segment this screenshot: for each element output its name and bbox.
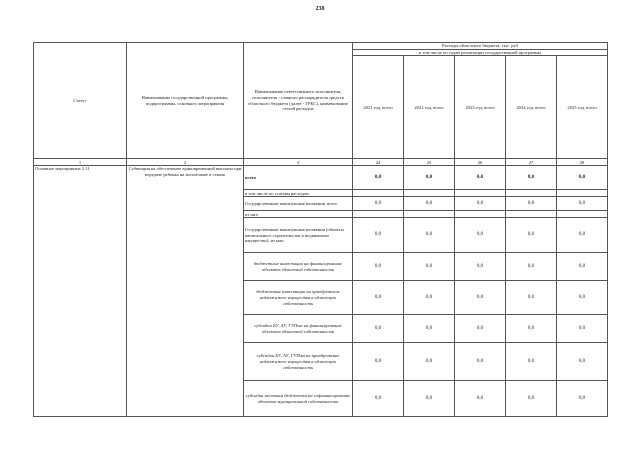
value-cell: 0,0 bbox=[506, 218, 557, 253]
value-cell: 0,0 bbox=[353, 315, 404, 343]
value-cell bbox=[506, 211, 557, 218]
value-cell: 0,0 bbox=[455, 218, 506, 253]
header-executor: Наименование ответственного исполнителя, исполнителя - главного распорядителя средств областного бюджета (далее - ГРБС), наименование статей расходов bbox=[244, 43, 353, 159]
value-cell: 0,0 bbox=[557, 166, 608, 190]
row-label: в том числе по статьям расходов: bbox=[244, 190, 353, 197]
column-number: 26 bbox=[455, 159, 506, 166]
value-cell: 0,0 bbox=[455, 197, 506, 211]
value-cell: 0,0 bbox=[506, 166, 557, 190]
header-year-2022: 2022 год, всего bbox=[404, 56, 455, 159]
value-cell: 0,0 bbox=[455, 281, 506, 315]
value-cell: 0,0 bbox=[506, 281, 557, 315]
value-cell: 0,0 bbox=[557, 381, 608, 417]
row-label: бюджетные инвестиции на финансирование объектов областной собственности bbox=[244, 253, 353, 281]
status-cell: Основное мероприятие 2.11 bbox=[34, 166, 127, 417]
value-cell bbox=[404, 190, 455, 197]
row-label: субсидии БУ, АУ, ГУПам на финансирование объектов областной собственности bbox=[244, 315, 353, 343]
header-year-2021: 2021 год, всего bbox=[353, 56, 404, 159]
value-cell: 0,0 bbox=[353, 197, 404, 211]
row-label: из них: bbox=[244, 211, 353, 218]
value-cell bbox=[353, 211, 404, 218]
value-cell: 0,0 bbox=[353, 381, 404, 417]
column-number: 28 bbox=[557, 159, 608, 166]
column-number: 3 bbox=[244, 159, 353, 166]
column-number: 27 bbox=[506, 159, 557, 166]
value-cell: 0,0 bbox=[353, 281, 404, 315]
column-numbers-row bbox=[34, 159, 608, 166]
value-cell: 0,0 bbox=[455, 253, 506, 281]
value-cell bbox=[455, 190, 506, 197]
value-cell: 0,0 bbox=[557, 343, 608, 381]
value-cell: 0,0 bbox=[353, 218, 404, 253]
row-label: Государственные капитальные вложения (объекты капитального строительства в недвижимое имущество), из них: bbox=[244, 218, 353, 253]
value-cell: 0,0 bbox=[404, 281, 455, 315]
value-cell: 0,0 bbox=[506, 315, 557, 343]
header-year-2023: 2023 год, всего bbox=[455, 56, 506, 159]
row-label: субсидии местным бюджетам на софинансирование объектов муниципальной собственности bbox=[244, 381, 353, 417]
header-year-2025: 2025 год, всего bbox=[557, 56, 608, 159]
value-cell: 0,0 bbox=[557, 197, 608, 211]
header-expenses: Расходы областного бюджета, тыс. руб bbox=[353, 43, 608, 50]
value-cell bbox=[455, 211, 506, 218]
header-status: Статус bbox=[34, 43, 127, 159]
value-cell bbox=[353, 190, 404, 197]
header-year-2024: 2024 год, всего bbox=[506, 56, 557, 159]
row-label: субсидии БУ, АУ, ГУПам на приобретение недвижимого имущества в областную собственность bbox=[244, 343, 353, 381]
column-number: 2 bbox=[127, 159, 244, 166]
value-cell: 0,0 bbox=[353, 166, 404, 190]
value-cell: 0,0 bbox=[506, 343, 557, 381]
value-cell: 0,0 bbox=[404, 315, 455, 343]
value-cell: 0,0 bbox=[455, 343, 506, 381]
value-cell: 0,0 bbox=[404, 218, 455, 253]
value-cell: 0,0 bbox=[557, 218, 608, 253]
value-cell: 0,0 bbox=[404, 381, 455, 417]
header-program-name: Наименование государственной программы, подпрограммы, основного мероприятия bbox=[127, 43, 244, 159]
measure-cell: Субвенция на обеспечение единовременной выплаты при передаче ребенка на воспитание в семью bbox=[127, 166, 244, 417]
budget-table bbox=[33, 42, 608, 417]
value-cell: 0,0 bbox=[557, 281, 608, 315]
value-cell: 0,0 bbox=[353, 253, 404, 281]
value-cell: 0,0 bbox=[506, 381, 557, 417]
value-cell bbox=[557, 190, 608, 197]
value-cell: 0,0 bbox=[455, 381, 506, 417]
value-cell bbox=[506, 190, 557, 197]
value-cell: 0,0 bbox=[455, 315, 506, 343]
header-by-years: в том числе по годам реализации государственной программы bbox=[353, 49, 608, 56]
value-cell: 0,0 bbox=[506, 253, 557, 281]
value-cell: 0,0 bbox=[404, 166, 455, 190]
row-label: бюджетные инвестиции на приобретение недвижимого имущества в областную собственность bbox=[244, 281, 353, 315]
row-label: всего bbox=[244, 166, 353, 190]
value-cell: 0,0 bbox=[455, 166, 506, 190]
table-row bbox=[34, 166, 608, 190]
value-cell: 0,0 bbox=[404, 253, 455, 281]
column-number: 24 bbox=[353, 159, 404, 166]
value-cell: 0,0 bbox=[353, 343, 404, 381]
value-cell: 0,0 bbox=[404, 343, 455, 381]
page-number: 238 bbox=[315, 6, 325, 12]
column-number: 25 bbox=[404, 159, 455, 166]
value-cell: 0,0 bbox=[557, 315, 608, 343]
row-label: Государственные капитальные вложения, всего bbox=[244, 197, 353, 211]
value-cell: 0,0 bbox=[506, 197, 557, 211]
value-cell: 0,0 bbox=[557, 253, 608, 281]
value-cell: 0,0 bbox=[404, 197, 455, 211]
value-cell bbox=[404, 211, 455, 218]
column-number: 1 bbox=[34, 159, 127, 166]
value-cell bbox=[557, 211, 608, 218]
